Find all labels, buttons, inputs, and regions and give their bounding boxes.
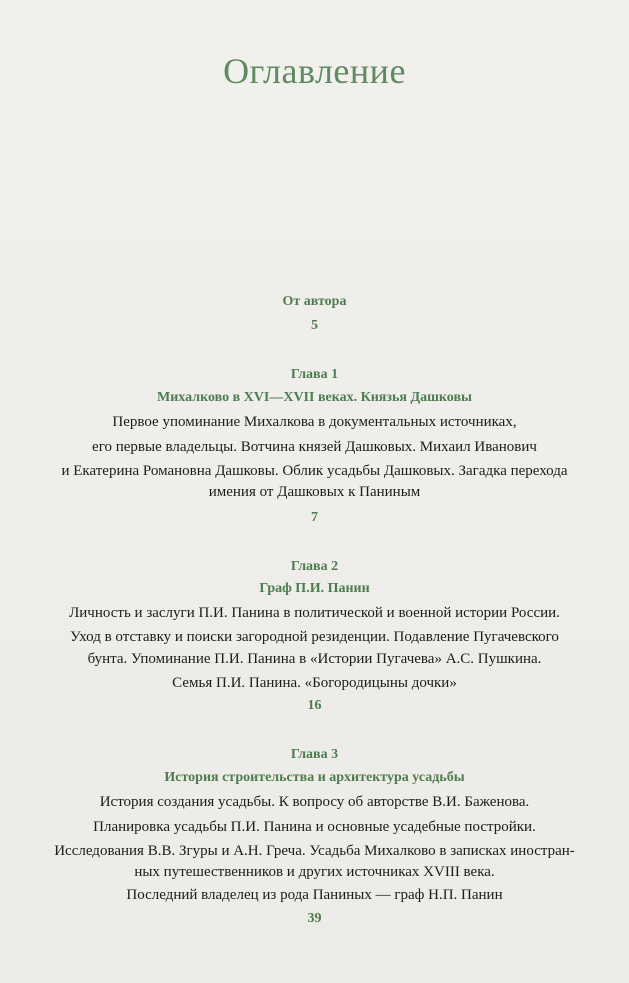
chapter-3-desc-line-3: Исследования В.В. Згуры и А.Н. Греча. Усадьба Михалково в записках иностран- <box>54 843 575 859</box>
chapter-3-heading: История строительства и архитектура усадьбы <box>164 770 465 785</box>
chapter-3-desc-line-4: ных путешественников и других источниках XVIII века. <box>134 864 495 880</box>
chapter-2-heading: Граф П.И. Панин <box>259 581 370 596</box>
chapter-3-label: Глава 3 <box>290 747 339 762</box>
chapter-1-heading: Михалково в XVI—XVII веках. Князья Дашковы <box>157 390 472 405</box>
chapter-1-page: 7 <box>311 510 318 525</box>
chapter-2-desc-line-2: Уход в отставку и поиски загородной резиденции. Подавление Пугачевского <box>70 629 559 645</box>
entry-page-author: 5 <box>311 318 318 333</box>
page-title: Оглавление <box>223 51 406 91</box>
chapter-2-page: 16 <box>307 698 322 713</box>
chapter-2-desc-line-1: Личность и заслуги П.И. Панина в политической и военной истории России. <box>69 605 560 621</box>
chapter-2-desc-line-4: Семья П.И. Панина. «Богородицыны дочки» <box>172 675 457 691</box>
chapter-1-label: Глава 1 <box>290 367 339 382</box>
chapter-1-desc-line-1: Первое упоминание Михалкова в документальных источниках, <box>112 414 517 430</box>
entry-heading-author: От автора <box>282 294 347 309</box>
chapter-3-desc-line-2: Планировка усадьбы П.И. Панина и основные усадебные постройки. <box>93 819 536 835</box>
chapter-3-desc-line-5: Последний владелец из рода Паниных — граф Н.П. Панин <box>126 887 503 903</box>
chapter-2-label: Глава 2 <box>290 559 339 574</box>
chapter-1-desc-line-3: и Екатерина Романовна Дашковы. Облик усадьбы Дашковых. Загадка перехода <box>61 463 568 479</box>
chapter-3-desc-line-1: История создания усадьбы. К вопросу об авторстве В.И. Баженова. <box>99 794 530 810</box>
chapter-1-desc-line-4: имения от Дашковых к Паниным <box>208 484 421 500</box>
chapter-1-desc-line-2: его первые владельцы. Вотчина князей Дашковых. Михаил Иванович <box>92 439 537 455</box>
chapter-3-page: 39 <box>307 911 322 926</box>
chapter-2-desc-line-3: бунта. Упоминание П.И. Панина в «Истории Пугачева» А.С. Пушкина. <box>87 651 542 667</box>
